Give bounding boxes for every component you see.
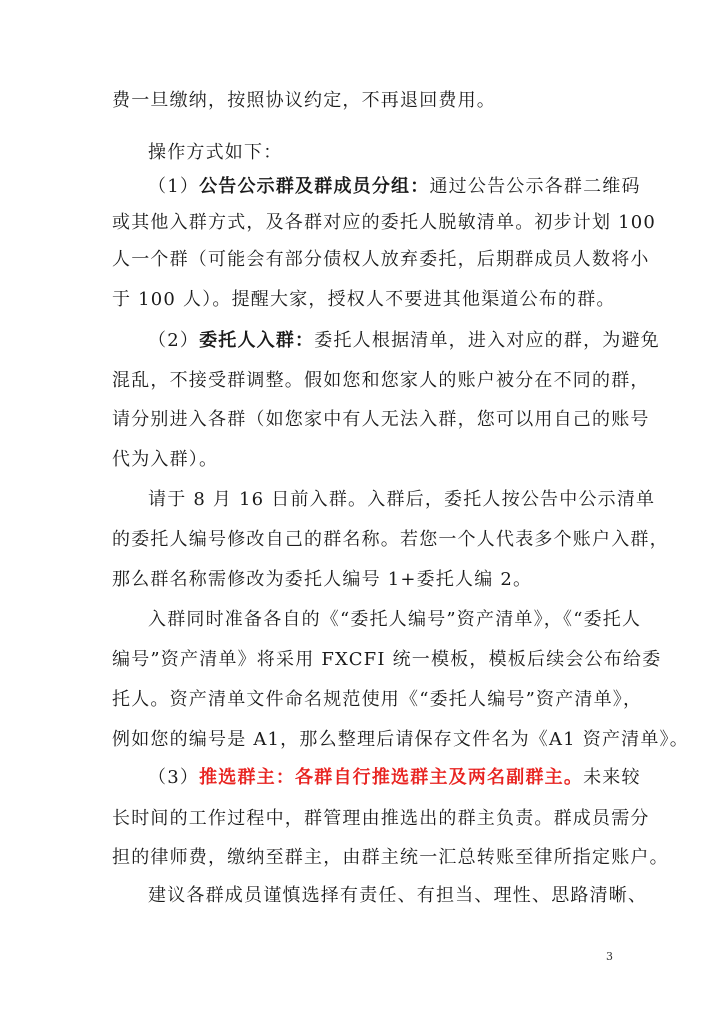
section-2-number: （2） [148,330,200,351]
text-line: 长时间的工作过程中，群管理由推选出的群主负责。群成员需分 [112,808,650,829]
text-line: 请分别进入各群（如您家中有人无法入群，您可以用自己的账号 [112,409,650,430]
text-line: 建议各群成员谨慎选择有责任、有担当、理性、思路清晰、 [148,885,648,906]
text-line: 请于 8 月 16 日前入群。入群后，委托人按公告中公示清单 [148,489,656,510]
section-2-title: 委托人入群： [199,330,315,351]
section-3-number: （3） [148,767,200,788]
section-2-heading-line [148,328,660,354]
text-line: 例如您的编号是 A1，那么整理后请保存文件名为《A1 资产清单》。 [112,729,689,750]
section-1-text: 通过公告公示各群二维码 [429,176,641,197]
text-line: 或其他入群方式，及各群对应的委托人脱敏清单。初步计划 100 [112,212,657,233]
text-line: 代为入群）。 [112,449,219,470]
section-3-highlight: 推选群主：各群自行推选群主及两名副群主。 [199,767,584,788]
section-3-text: 未来较 [583,767,641,788]
text-line: 入群同时准备各自的《“委托人编号”资产清单》，《“委托人 [148,609,642,630]
text-line: 费一旦缴纳，按照协议约定，不再退回费用。 [112,90,496,111]
text-line: 担的律师费，缴纳至群主，由群主统一汇总转账至律所指定账户。 [112,847,669,868]
text-line: 托人。资产清单文件命名规范使用《“委托人编号”资产清单》， [112,689,643,710]
page-number: 3 [606,950,613,963]
text-line: 的委托人编号修改自己的群名称。若您一个人代表多个账户入群， [112,529,669,550]
section-2-text: 委托人根据清单，进入对应的群，为避免 [314,330,660,351]
section-1-number: （1） [148,176,200,197]
section-3-heading-line [148,765,641,791]
text-line: 混乱，不接受群调整。假如您和您家人的账户被分在不同的群， [112,370,650,391]
section-1-title: 公告公示群及群成员分组： [199,176,430,197]
section-1-heading-line [148,174,641,200]
text-line: 编号”资产清单》将采用 FXCFI 统一模板，模板后续会公布给委 [112,649,662,670]
text-line: 人一个群（可能会有部分债权人放弃委托，后期群成员人数将小 [112,249,650,270]
text-line: 操作方式如下： [148,142,283,163]
text-line: 那么群名称需修改为委托人编号 1+委托人编 2。 [112,569,533,590]
text-line: 于 100 人）。提醒大家，授权人不要进其他渠道公布的群。 [112,289,616,310]
